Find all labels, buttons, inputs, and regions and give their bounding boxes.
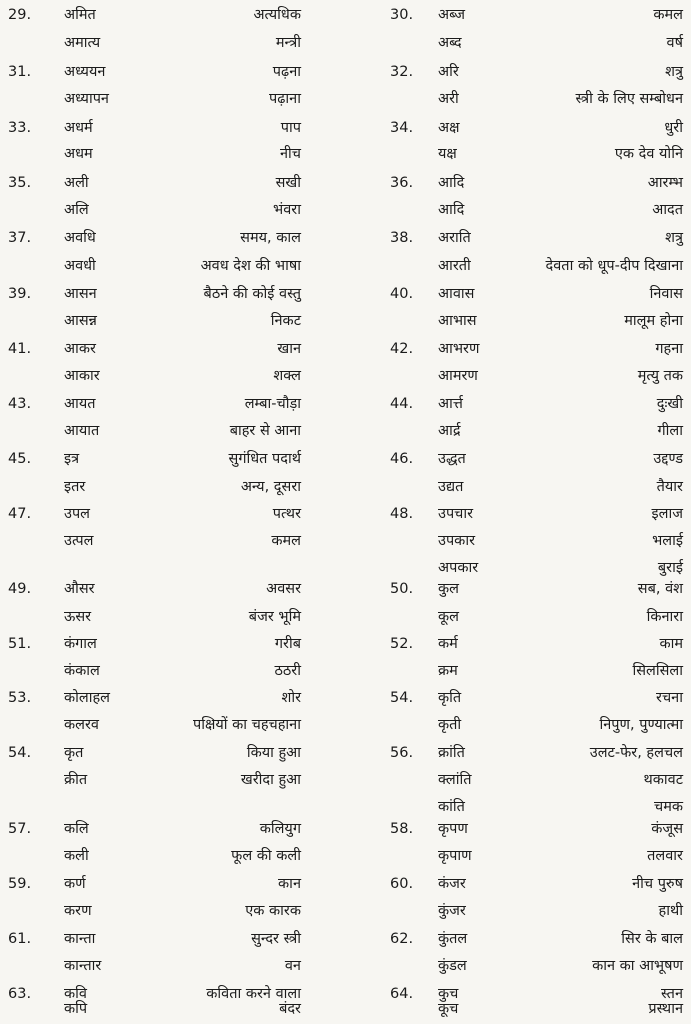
entry-meaning: किया हुआ	[246, 745, 301, 761]
entry-word: अधम	[64, 146, 93, 162]
entry-word: उद्यत	[438, 479, 464, 495]
entry-row	[346, 474, 691, 500]
entry-word: आदि	[438, 175, 465, 191]
entry-row	[346, 740, 691, 766]
entry-row	[346, 281, 691, 307]
entry-row	[346, 528, 691, 554]
entry-meaning: बाहर से आना	[229, 423, 301, 439]
entry-row	[346, 843, 691, 869]
entry-word: इत्र	[64, 451, 80, 467]
entry-row	[0, 685, 345, 711]
entry-word: अवधि	[64, 230, 96, 246]
entry-meaning: इलाज	[651, 506, 683, 522]
entry-word: क्रीत	[64, 772, 88, 788]
entry-word: अमात्य	[64, 35, 101, 51]
entry-word: क्लांति	[438, 772, 472, 788]
entry-word: आकर	[64, 341, 96, 357]
entry-word: अब्द	[438, 35, 462, 51]
entry-meaning: फूल की कली	[231, 848, 301, 864]
entry-meaning: उद्दण्ड	[653, 451, 683, 467]
entry-meaning: कमल	[653, 7, 683, 23]
entry-number: 54.	[8, 745, 32, 761]
entry-row	[0, 871, 345, 897]
entry-meaning: आदत	[652, 202, 683, 218]
entry-meaning: गीला	[657, 423, 683, 439]
entry-word: आरती	[438, 258, 471, 274]
entry-meaning: किनारा	[646, 609, 683, 625]
entry-word: आर्द्र	[438, 423, 461, 439]
right-column	[346, 0, 691, 1024]
entry-meaning: कंजूस	[651, 821, 683, 837]
entry-word: कुंजर	[438, 903, 466, 919]
entry-number: 63.	[8, 986, 32, 1002]
entry-number: 46.	[390, 451, 414, 467]
entry-word: अध्यापन	[64, 91, 109, 107]
entry-meaning: गरीब	[274, 636, 301, 652]
entry-row	[346, 658, 691, 684]
entry-row	[0, 953, 345, 979]
entry-meaning: पाप	[280, 120, 301, 136]
entry-row	[346, 898, 691, 924]
entry-word: आयत	[64, 396, 96, 412]
entry-word: अधर्म	[64, 120, 93, 136]
left-column	[0, 0, 345, 1024]
entry-meaning: शत्रु	[665, 64, 683, 80]
entry-row	[0, 712, 345, 738]
entry-word: इतर	[64, 479, 86, 495]
entry-row	[0, 898, 345, 924]
entry-row	[346, 685, 691, 711]
entry-word: आसन्न	[64, 313, 97, 329]
entry-row	[0, 843, 345, 869]
entry-word: उपल	[64, 506, 91, 522]
entry-row	[346, 141, 691, 167]
entry-word: उद्धत	[438, 451, 466, 467]
entry-row	[346, 926, 691, 952]
entry-meaning: पत्थर	[272, 506, 301, 522]
entry-row	[346, 446, 691, 472]
entry-number: 41.	[8, 341, 32, 357]
entry-meaning: पढ़ना	[272, 64, 301, 80]
entry-meaning: कमल	[271, 533, 301, 549]
entry-meaning: सुगंधित पदार्थ	[228, 451, 301, 467]
entry-meaning: भंवरा	[273, 202, 301, 218]
entry-row	[346, 871, 691, 897]
entry-row	[346, 996, 691, 1022]
entry-word: अब्ज	[438, 7, 466, 23]
entry-number: 49.	[8, 581, 32, 597]
entry-word: कंजर	[438, 876, 466, 892]
entry-row	[346, 308, 691, 334]
entry-meaning: स्त्री के लिए सम्बोधन	[575, 91, 683, 107]
entry-number: 36.	[390, 175, 414, 191]
entry-meaning: खरीदा हुआ	[240, 772, 301, 788]
entry-word: आभरण	[438, 341, 480, 357]
entry-meaning: निकट	[270, 313, 301, 329]
entry-meaning: कान का आभूषण	[592, 958, 683, 974]
entry-word: क्रम	[438, 663, 458, 679]
entry-number: 44.	[390, 396, 414, 412]
entry-meaning: खान	[277, 341, 301, 357]
entry-row	[0, 197, 345, 223]
entry-row	[346, 767, 691, 793]
entry-number: 52.	[390, 636, 414, 652]
entry-number: 43.	[8, 396, 32, 412]
entry-meaning: सिलसिला	[632, 663, 683, 679]
entry-word: कूच	[438, 1001, 459, 1017]
entry-meaning: नीच	[279, 146, 301, 162]
entry-meaning: शक्ल	[273, 368, 301, 384]
entry-meaning: निपुण, पुण्यात्मा	[599, 717, 683, 733]
entry-row	[0, 604, 345, 630]
entry-row	[0, 363, 345, 389]
entry-row	[346, 59, 691, 85]
entry-number: 59.	[8, 876, 32, 892]
entry-meaning: वन	[284, 958, 301, 974]
entry-meaning: प्रस्थान	[648, 1001, 683, 1017]
entry-row	[346, 336, 691, 362]
entry-meaning: धुरी	[664, 120, 683, 136]
entry-word: कर्ण	[64, 876, 86, 892]
entry-word: कंगाल	[64, 636, 97, 652]
entry-row	[346, 115, 691, 141]
entry-row	[346, 418, 691, 444]
entry-meaning: बंजर भूमि	[248, 609, 301, 625]
entry-meaning: देवता को धूप-दीप दिखाना	[545, 258, 683, 274]
entry-word: अध्ययन	[64, 64, 106, 80]
entry-row	[346, 712, 691, 738]
entry-row	[0, 30, 345, 56]
entry-row	[0, 336, 345, 362]
entry-meaning: समय, काल	[240, 230, 301, 246]
entry-meaning: अन्य, दूसरा	[240, 479, 301, 495]
entry-row	[0, 528, 345, 554]
entry-number: 42.	[390, 341, 414, 357]
entry-number: 62.	[390, 931, 414, 947]
entry-meaning: तैयार	[656, 479, 683, 495]
entry-row	[346, 86, 691, 112]
entry-word: आमरण	[438, 368, 478, 384]
entry-row	[346, 2, 691, 28]
entry-word: आयात	[64, 423, 100, 439]
entry-row	[0, 767, 345, 793]
entry-row	[346, 501, 691, 527]
entry-word: कली	[64, 848, 89, 864]
entry-meaning: ठठरी	[274, 663, 301, 679]
entry-number: 38.	[390, 230, 414, 246]
entry-number: 53.	[8, 690, 32, 706]
entry-word: कुंतल	[438, 931, 468, 947]
entry-word: आदि	[438, 202, 465, 218]
entry-word: आसन	[64, 286, 97, 302]
entry-word: कलरव	[64, 717, 99, 733]
entry-row	[346, 391, 691, 417]
entry-row	[346, 170, 691, 196]
entry-word: कलि	[64, 821, 89, 837]
entry-meaning: लम्बा-चौड़ा	[244, 396, 301, 412]
entry-row	[0, 141, 345, 167]
entry-meaning: बंदर	[279, 1001, 301, 1017]
entry-meaning: दुःखी	[656, 396, 683, 412]
entry-word: कुंडल	[438, 958, 467, 974]
entry-row	[0, 281, 345, 307]
entry-word: अक्ष	[438, 120, 460, 136]
entry-meaning: तलवार	[647, 848, 683, 864]
entry-meaning: मन्त्री	[275, 35, 301, 51]
entry-row	[0, 170, 345, 196]
entry-meaning: एक कारक	[245, 903, 301, 919]
entry-number: 64.	[390, 986, 414, 1002]
entry-word: अलि	[64, 202, 89, 218]
entry-meaning: नीच पुरुष	[632, 876, 683, 892]
entry-word: कान्ता	[64, 931, 96, 947]
entry-word: ऊसर	[64, 609, 92, 625]
entry-meaning: भलाई	[652, 533, 683, 549]
entry-meaning: चमक	[653, 799, 683, 815]
entry-meaning: पढ़ाना	[269, 91, 301, 107]
entry-meaning: थकावट	[643, 772, 683, 788]
entry-row	[0, 446, 345, 472]
entry-row	[346, 816, 691, 842]
entry-number: 48.	[390, 506, 414, 522]
entry-number: 58.	[390, 821, 414, 837]
entry-word: कुच	[438, 986, 459, 1002]
entry-word: आकार	[64, 368, 100, 384]
entry-meaning: सुन्दर स्त्री	[251, 931, 301, 947]
entry-number: 56.	[390, 745, 414, 761]
entry-row	[346, 30, 691, 56]
entry-word: अवधी	[64, 258, 96, 274]
entry-meaning: कविता करने वाला	[206, 986, 301, 1002]
entry-row	[0, 59, 345, 85]
entry-word: उपचार	[438, 506, 474, 522]
entry-number: 30.	[390, 7, 414, 23]
entry-word: कृपाण	[438, 848, 472, 864]
entry-meaning: रचना	[656, 690, 683, 706]
entry-number: 29.	[8, 7, 32, 23]
entry-word: आभास	[438, 313, 477, 329]
entry-row	[346, 604, 691, 630]
entry-meaning: हाथी	[658, 903, 683, 919]
entry-row	[0, 631, 345, 657]
entry-row	[0, 501, 345, 527]
entry-row	[346, 197, 691, 223]
entry-word: कान्तार	[64, 958, 102, 974]
entry-word: आवास	[438, 286, 475, 302]
entry-number: 40.	[390, 286, 414, 302]
entry-number: 60.	[390, 876, 414, 892]
entry-number: 45.	[8, 451, 32, 467]
entry-row	[0, 740, 345, 766]
entry-number: 50.	[390, 581, 414, 597]
entry-word: कुल	[438, 581, 459, 597]
entry-number: 51.	[8, 636, 32, 652]
entry-word: कर्म	[438, 636, 458, 652]
entry-word: करण	[64, 903, 92, 919]
entry-word: औसर	[64, 581, 95, 597]
entry-number: 35.	[8, 175, 32, 191]
entry-meaning: निवास	[649, 286, 683, 302]
entry-word: यक्ष	[438, 146, 457, 162]
entry-meaning: एक देव योनि	[614, 146, 683, 162]
entry-row	[0, 2, 345, 28]
entry-word: कूल	[438, 609, 459, 625]
entry-meaning: बैठने की कोई वस्तु	[203, 286, 301, 302]
entry-meaning: अवध देश की भाषा	[200, 258, 301, 274]
entry-row	[0, 926, 345, 952]
entry-word: कृत	[64, 745, 84, 761]
entry-meaning: बुराई	[657, 560, 683, 576]
entry-number: 31.	[8, 64, 32, 80]
entry-meaning: गहना	[655, 341, 683, 357]
entry-meaning: सब, वंश	[637, 581, 683, 597]
entry-meaning: सिर के बाल	[621, 931, 683, 947]
entry-row	[346, 253, 691, 279]
entry-word: कंकाल	[64, 663, 100, 679]
entry-word: कपि	[64, 1001, 88, 1017]
entry-row	[0, 658, 345, 684]
entry-meaning: अत्यधिक	[253, 7, 301, 23]
entry-word: कवि	[64, 986, 87, 1002]
entry-meaning: उलट-फेर, हलचल	[589, 745, 683, 761]
entry-row	[0, 816, 345, 842]
entry-word: उपकार	[438, 533, 476, 549]
entry-row	[346, 225, 691, 251]
entry-row	[346, 631, 691, 657]
entry-word: क्रांति	[438, 745, 465, 761]
entry-word: अरि	[438, 64, 459, 80]
entry-meaning: अवसर	[266, 581, 301, 597]
entry-word: कोलाहल	[64, 690, 111, 706]
entry-meaning: आरम्भ	[647, 175, 683, 191]
entry-word: अराति	[438, 230, 471, 246]
entry-meaning: वर्ष	[666, 35, 683, 51]
entry-word: कांति	[438, 799, 465, 815]
entry-number: 39.	[8, 286, 32, 302]
entry-meaning: सखी	[275, 175, 301, 191]
entry-word: आर्त्त	[438, 396, 463, 412]
entry-row	[0, 996, 345, 1022]
entry-word: अपकार	[438, 560, 479, 576]
entry-number: 32.	[390, 64, 414, 80]
entry-word: अमित	[64, 7, 96, 23]
entry-row	[0, 418, 345, 444]
entry-row	[346, 953, 691, 979]
entry-row	[0, 308, 345, 334]
entry-word: अरी	[438, 91, 459, 107]
entry-row	[0, 225, 345, 251]
entry-meaning: स्तन	[661, 986, 683, 1002]
entry-meaning: मृत्यु तक	[637, 368, 683, 384]
entry-meaning: कलियुग	[259, 821, 301, 837]
entry-meaning: पक्षियों का चहचहाना	[192, 717, 301, 733]
entry-meaning: शत्रु	[665, 230, 683, 246]
entry-row	[0, 86, 345, 112]
entry-number: 34.	[390, 120, 414, 136]
entry-number: 54.	[390, 690, 414, 706]
entry-row	[0, 474, 345, 500]
entry-number: 47.	[8, 506, 32, 522]
entry-number: 61.	[8, 931, 32, 947]
entry-row	[346, 363, 691, 389]
entry-word: कृपण	[438, 821, 468, 837]
entry-meaning: कान	[278, 876, 301, 892]
entry-row	[346, 576, 691, 602]
entry-word: कृति	[438, 690, 462, 706]
entry-word: अली	[64, 175, 89, 191]
entry-row	[0, 576, 345, 602]
entry-number: 57.	[8, 821, 32, 837]
entry-word: उत्पल	[64, 533, 94, 549]
entry-number: 37.	[8, 230, 32, 246]
entry-row	[0, 391, 345, 417]
entry-meaning: मालूम होना	[624, 313, 683, 329]
entry-row	[0, 115, 345, 141]
entry-meaning: शोर	[281, 690, 301, 706]
entry-row	[0, 253, 345, 279]
entry-number: 33.	[8, 120, 32, 136]
entry-word: कृती	[438, 717, 462, 733]
entry-meaning: काम	[659, 636, 683, 652]
